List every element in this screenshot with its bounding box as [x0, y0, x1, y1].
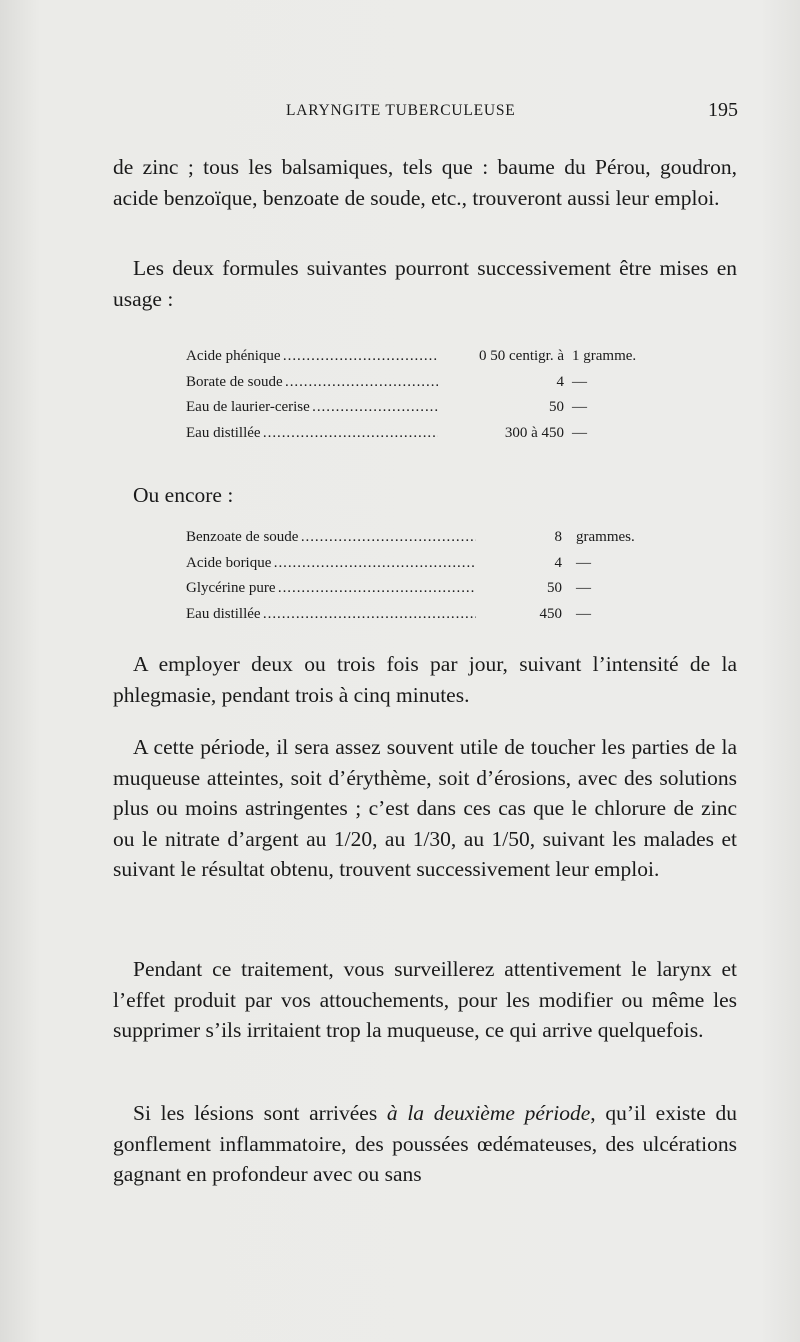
formula-row: [186, 370, 658, 396]
formula-ingredient: Eau de laurier-cerise . . .: [186, 395, 438, 421]
formula-row: [186, 576, 658, 602]
formula-row: [186, 395, 658, 421]
formula-row: [186, 344, 658, 370]
formula-row: [186, 551, 658, 577]
paragraph-lesions-start: Si les lésions sont arrivées: [133, 1101, 387, 1125]
paragraph-lesions: [113, 1098, 737, 1190]
formula-unit: —: [572, 399, 587, 415]
formula-ingredient: Benzoate de soude . . .: [186, 525, 476, 551]
paragraph-lesions-end: , qu’il existe du gonflement inflammatoire, des poussées œdémateuses, des ulcérations gagnant en profondeur avec ou sans: [113, 1101, 737, 1187]
paragraph-balsamiques: de zinc ; tous les balsamiques, tels que : baume du Pérou, goudron, acide benzoïque, benzoate de soude, etc., trouveront aussi leur emploi.: [113, 155, 737, 210]
formula-quantity: 50: [547, 580, 562, 596]
formula-quantity: 300 à 450: [504, 424, 564, 441]
formula-unit: 1 gramme.: [572, 348, 637, 364]
paragraph-lesions-italic: à la deuxième période: [386, 1101, 591, 1125]
formula-row: [186, 421, 658, 447]
running-title: LARYNGITE TUBERCULEUSE: [286, 102, 516, 119]
formula-quantity: 50: [549, 399, 564, 415]
page-number: 195: [708, 99, 738, 121]
formula-ingredient: Borate de soude . . .: [186, 370, 438, 396]
formula-unit: grammes.: [576, 529, 635, 545]
ou-encore-label: Ou encore :: [133, 483, 234, 507]
formula-unit: —: [576, 554, 591, 571]
formula-unit: —: [576, 605, 591, 622]
formula-ingredient: Acide borique . . .: [186, 551, 476, 577]
formula-quantity: 8: [554, 529, 562, 545]
formula-quantity: 0 50 centigr. à: [479, 348, 564, 364]
formula-quantity: 4: [556, 373, 564, 390]
formula-ingredient: Glycérine pure . . .: [186, 576, 476, 602]
formula-unit: —: [572, 424, 587, 441]
formula-ingredient: Acide phénique . . .: [186, 344, 438, 370]
paragraph-periode: A cette période, il sera assez souvent utile de toucher les parties de la muqueuse atteintes, soit d’érythème, soit d’érosions, avec des solutions plus ou moins astringentes ; c’est dans ces cas que le chlorure de zinc ou le nitrate d’argent au 1/20, au 1/30, au 1/50, suivant les malades et suivant le résultat obtenu, trouvent successivement leur emploi.: [113, 735, 737, 882]
formula-first: [186, 344, 658, 446]
paragraph-employer: A employer deux ou trois fois par jour, suivant l’intensité de la phlegmasie, pendant trois à cinq minutes.: [113, 652, 737, 707]
page-header: [112, 99, 738, 126]
formula-unit: —: [576, 580, 591, 596]
formula-unit: —: [572, 373, 587, 390]
formula-quantity: 4: [554, 554, 562, 571]
formula-quantity: 450: [539, 605, 562, 622]
formula-row: [186, 525, 658, 551]
formula-row: [186, 602, 658, 628]
paragraph-traitement: Pendant ce traitement, vous surveillerez attentivement le larynx et l’effet produit par vos attouchements, pour les modifier ou même les supprimer s’ils irritaient trop la muqueuse, ce qui arrive quelquefois.: [113, 957, 737, 1043]
formula-second: [186, 525, 658, 627]
formula-ingredient: Eau distillée . . .: [186, 602, 476, 628]
formula-ingredient: Eau distillée . . .: [186, 421, 438, 447]
paragraph-formules-intro: Les deux formules suivantes pourront successivement être mises en usage :: [113, 256, 737, 311]
